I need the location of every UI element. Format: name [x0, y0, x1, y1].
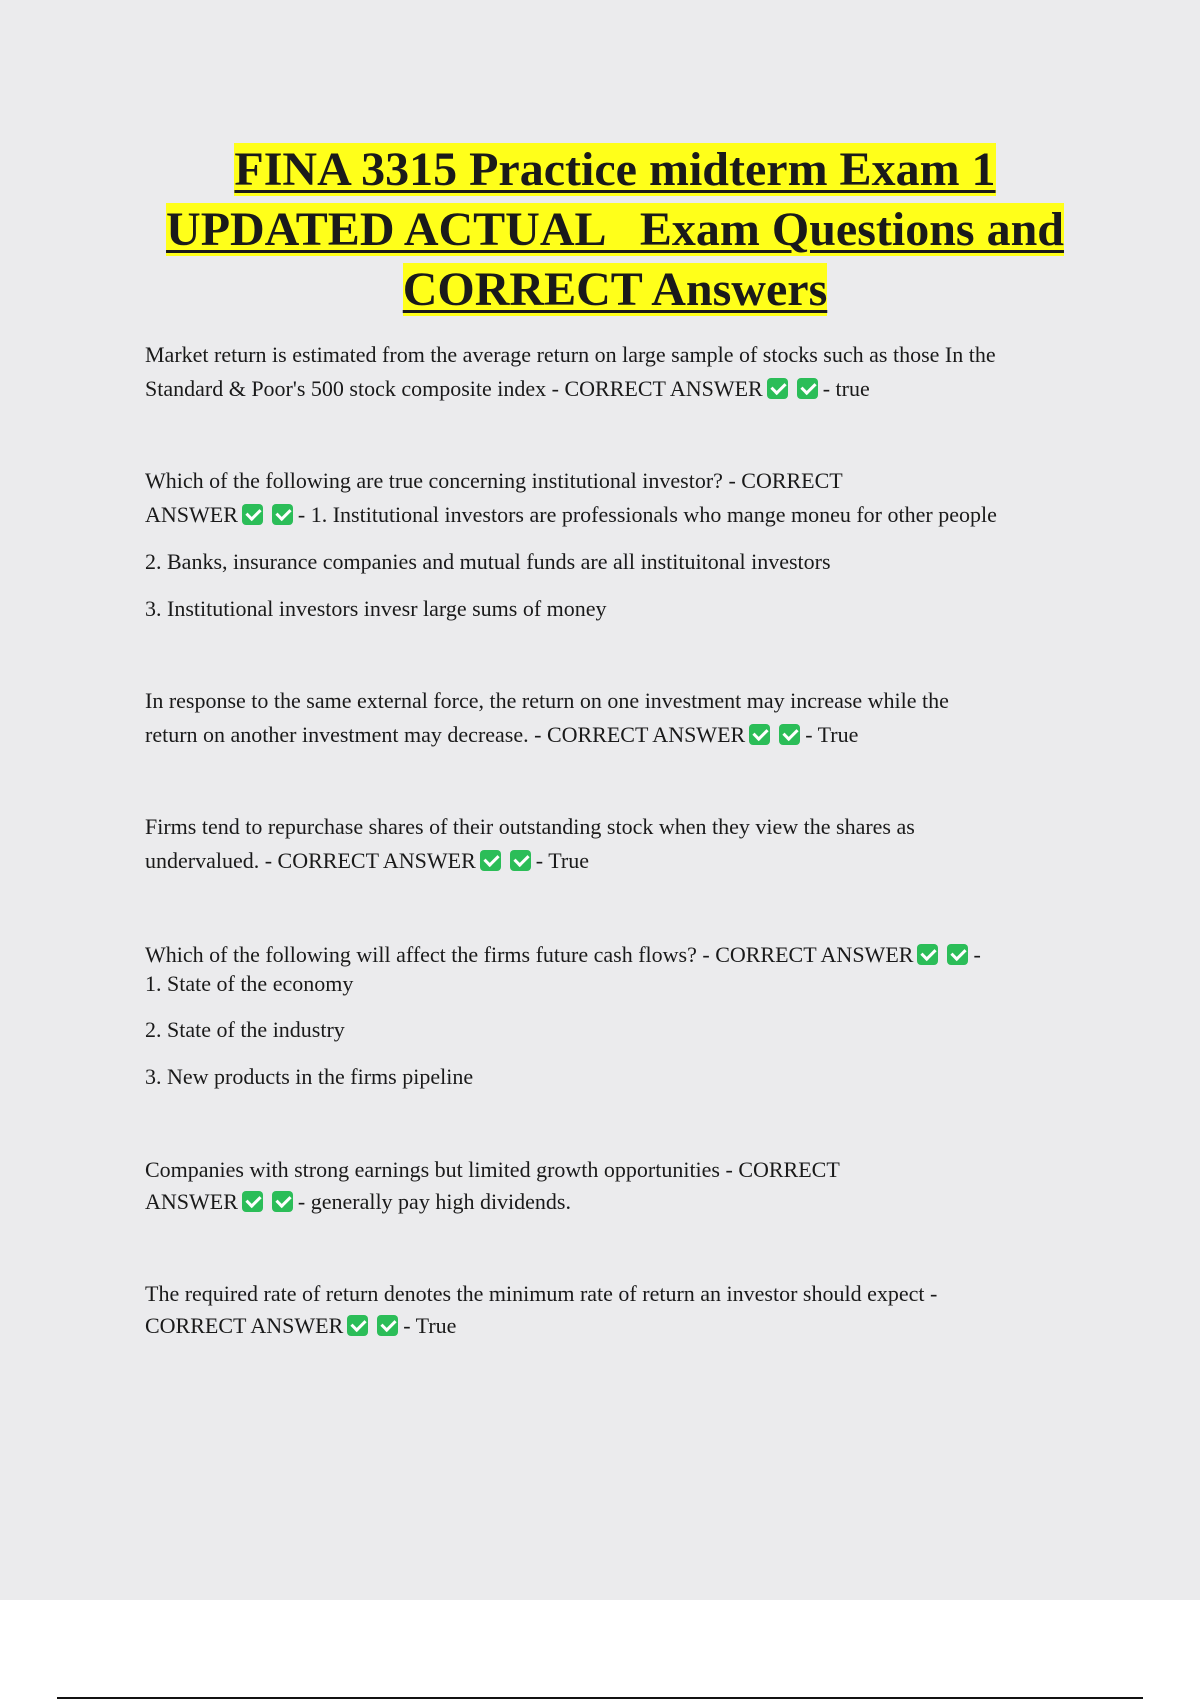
qa-item — [145, 464, 1085, 626]
page-divider — [57, 1697, 1143, 1699]
answer-text: - 1. Institutional investors are professionals who mange moneu for other people — [297, 502, 997, 527]
question-text: In response to the same external force, the return on one investment may increase while the return on another investment may decrease. - CORRECT ANSWER - True — [145, 688, 949, 747]
title-line-2: UPDATED ACTUAL Exam Questions and — [166, 203, 1064, 256]
qa-item — [145, 684, 1085, 752]
check-icon — [510, 850, 531, 871]
answer-text: - True — [535, 848, 589, 873]
check-icon — [797, 378, 818, 399]
question-text: The required rate of return denotes the minimum rate of return an investor should expect - CORRECT ANSWER - True — [145, 1281, 938, 1338]
qa-item — [145, 1154, 1085, 1218]
check-icon — [272, 1191, 293, 1212]
check-icon — [242, 1191, 263, 1212]
answer-list-item: 3. Institutional investors invesr large sums of money — [145, 596, 607, 621]
check-icon — [242, 504, 263, 525]
answer-list-item: 1. State of the economy — [145, 971, 354, 996]
answer-text: - generally pay high dividends. — [297, 1189, 571, 1214]
question-text: Which of the following will affect the firms future cash flows? - CORRECT ANSWER - — [145, 942, 981, 967]
title-line-1: FINA 3315 Practice midterm Exam 1 — [234, 143, 996, 196]
answer-list-item: 3. New products in the firms pipeline — [145, 1064, 474, 1089]
qa-item — [145, 940, 1085, 1094]
check-icon — [767, 378, 788, 399]
check-icon — [480, 850, 501, 871]
question-text: Firms tend to repurchase shares of their outstanding stock when they view the shares as undervalued. - CORRECT ANSWER - True — [145, 814, 915, 873]
question-text: Companies with strong earnings but limited growth opportunities - CORRECT ANSWER - generally pay high dividends. — [145, 1157, 840, 1214]
answer-list-item: 2. Banks, insurance companies and mutual funds are all instituitonal investors — [145, 549, 831, 574]
check-icon — [917, 944, 938, 965]
qa-item — [145, 810, 1085, 878]
answer-list-item: 2. State of the industry — [145, 1017, 345, 1042]
question-text: Market return is estimated from the average return on large sample of stocks such as those In the Standard & Poor's 500 stock composite index - CORRECT ANSWER - true — [145, 342, 996, 401]
question-text: Which of the following are true concerning institutional investor? - CORRECT ANSWER - 1. Institutional investors are professionals who mange moneu for other people — [145, 468, 997, 527]
check-icon — [347, 1315, 368, 1336]
check-icon — [377, 1315, 398, 1336]
answer-text: - true — [822, 376, 870, 401]
qa-item — [145, 1278, 1085, 1342]
qa-list — [145, 338, 1085, 1342]
title-line-3: CORRECT Answers — [402, 263, 828, 316]
answer-text: - True — [403, 1313, 457, 1338]
answer-text: - — [973, 942, 981, 967]
check-icon — [947, 944, 968, 965]
document-title — [120, 140, 1110, 320]
qa-item — [145, 338, 1085, 406]
check-icon — [272, 504, 293, 525]
check-icon — [749, 724, 770, 745]
answer-text: - True — [805, 722, 859, 747]
check-icon — [779, 724, 800, 745]
